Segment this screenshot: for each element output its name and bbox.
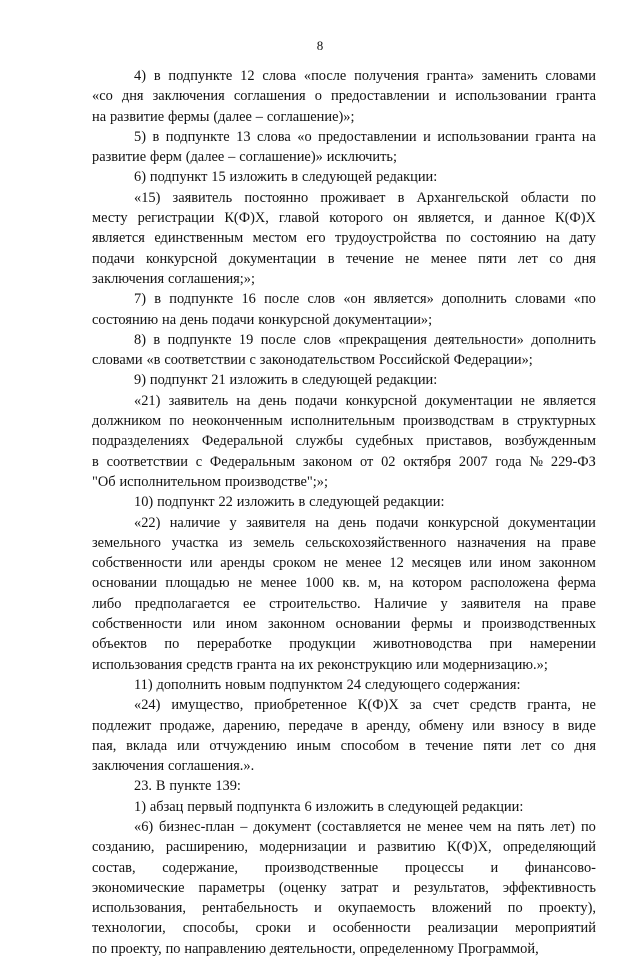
text-line: месту регистрации К(Ф)Х, главой которого он является, и данное К(Ф)Х	[92, 210, 596, 227]
paragraph	[92, 127, 596, 168]
text-line: земельного участка из земель сельскохозяйственного назначения на праве	[92, 534, 596, 551]
text-line: собственности или аренды сроком не менее 12 месяцев или ином законном	[92, 555, 596, 572]
text-line: 8) в подпункте 19 после слов «прекращения деятельности» дополнить	[134, 331, 596, 348]
text-line: «22) наличие у заявителя на день подачи конкурсной документации	[134, 514, 596, 531]
text-line: «21) заявитель на день подачи конкурсной документации не является	[134, 392, 596, 409]
paragraph	[92, 188, 596, 289]
paragraph	[92, 776, 596, 796]
text-line: состоянию на день подачи конкурсной документации»;	[92, 311, 433, 328]
text-line: 7) в подпункте 16 после слов «он является» дополнить словами «по	[134, 291, 596, 308]
text-line: подачи конкурсной документации в течение не менее пяти лет со дня	[92, 250, 596, 267]
text-line: пая, вклада или отчуждению иным способом в течение пяти лет со дня	[92, 737, 596, 754]
text-line: 5) в подпункте 13 слова «о предоставлении и использовании гранта на	[134, 128, 596, 145]
text-line: состав, содержание, производственные процессы и финансово-	[92, 859, 596, 876]
paragraph	[92, 797, 596, 817]
text-line: развитие ферм (далее – соглашение)» исключить;	[92, 149, 397, 166]
text-line: использования средств гранта на их реконструкцию или модернизацию.»;	[92, 656, 548, 673]
text-line: подлежит продаже, дарению, передаче в аренду, обмену или взносу в виде	[92, 717, 596, 734]
page-number: 8	[316, 38, 324, 53]
text-line: по проекту, по направлению деятельности, определенному Программой,	[92, 940, 539, 957]
text-line: объектов по переработке продукции животноводства при намерении	[92, 636, 596, 653]
text-line: 10) подпункт 22 изложить в следующей редакции:	[134, 494, 445, 511]
text-line: 23. В пункте 139:	[134, 778, 241, 795]
paragraph	[92, 492, 596, 512]
text-line: подразделениях Федеральной службы судебных приставов, возбужденным	[92, 433, 596, 450]
text-line: основании площадью не менее 1000 кв. м, на котором расположена ферма	[92, 575, 596, 592]
text-line: заключения соглашения;»;	[92, 270, 255, 287]
text-line: либо предполагается ее строительство. Наличие у заявителя на праве	[92, 595, 596, 612]
text-line: созданию, расширению, модернизации и развитию К(Ф)Х, определяющий	[92, 839, 596, 856]
paragraph	[92, 289, 596, 330]
paragraph	[92, 513, 596, 675]
text-line: 6) подпункт 15 изложить в следующей редакции:	[134, 169, 438, 186]
paragraph	[92, 695, 596, 776]
paragraph	[92, 817, 596, 959]
paragraph	[92, 675, 596, 695]
text-line: 11) дополнить новым подпунктом 24 следующего содержания:	[134, 676, 521, 693]
text-line: «15) заявитель постоянно проживает в Архангельской области по	[134, 189, 596, 206]
text-line: технологии, способы, сроки и особенности реализации мероприятий	[92, 920, 596, 937]
paragraph	[92, 66, 596, 127]
text-line: «6) бизнес-план – документ (составляется не менее чем на пять лет) по	[134, 818, 596, 835]
text-line: «24) имущество, приобретенное К(Ф)Х за счет средств гранта, не	[134, 697, 596, 714]
paragraph	[92, 167, 596, 187]
text-line: «со дня заключения соглашения о предоставлении и использовании гранта	[92, 88, 596, 105]
text-line: заключения соглашения.».	[92, 758, 255, 775]
text-line: собственности или ином законном основании фермы и производственных	[92, 616, 596, 633]
paragraph	[92, 391, 596, 492]
text-line: 9) подпункт 21 изложить в следующей редакции:	[134, 372, 438, 389]
paragraph	[92, 330, 596, 371]
text-line: экономические параметры (оценку затрат и результатов, эффективность	[92, 879, 596, 896]
text-line: 4) в подпункте 12 слова «после получения гранта» заменить словами	[134, 68, 596, 84]
text-line: использования, рентабельность и окупаемость вложений по проекту),	[92, 900, 596, 917]
document-body	[92, 66, 596, 959]
text-line: на развитие фермы (далее – соглашение)»;	[92, 108, 355, 125]
text-line: "Об исполнительном производстве";»;	[92, 473, 328, 490]
text-line: должником по неоконченным исполнительным производствам в структурных	[92, 413, 596, 430]
text-line: 1) абзац первый подпункта 6 изложить в следующей редакции:	[134, 798, 524, 815]
text-line: словами «в соответствии с законодательством Российской Федерации»;	[92, 352, 533, 369]
text-line: является единственным местом его трудоустройства по состоянию на дату	[92, 230, 596, 247]
text-line: в соответствии с Федеральным законом от 02 октября 2007 года № 229-ФЗ	[92, 453, 596, 470]
paragraph	[92, 370, 596, 390]
